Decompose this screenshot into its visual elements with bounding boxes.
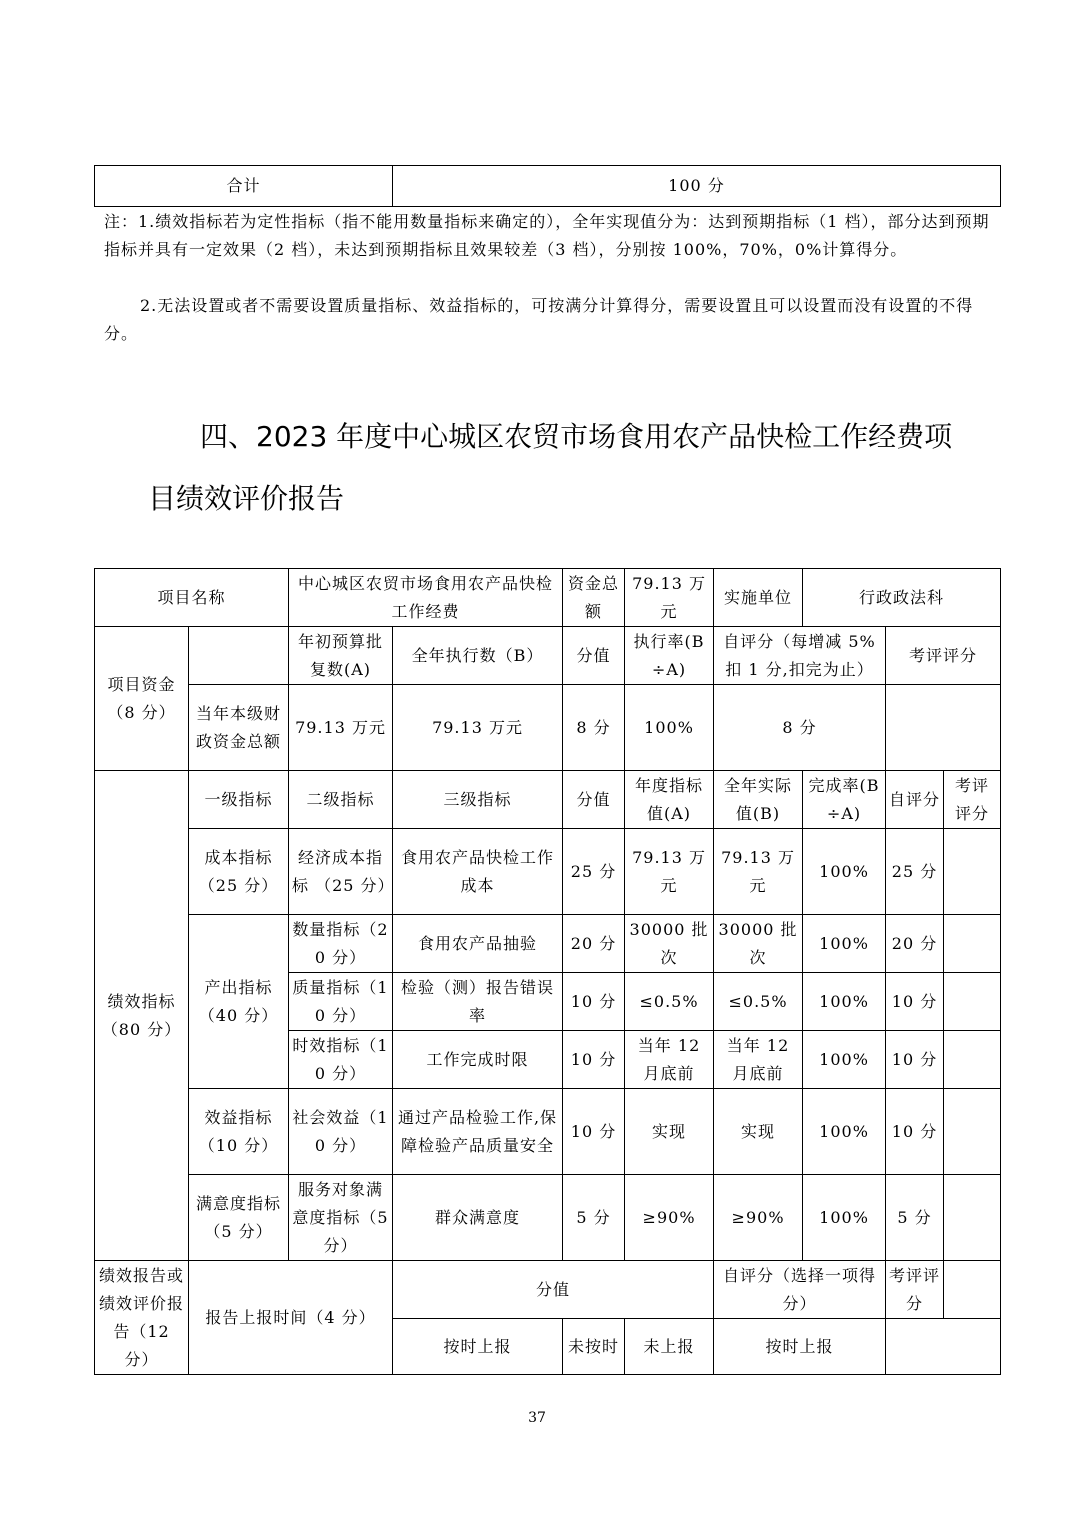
data-cell: ≤0.5%: [714, 973, 803, 1031]
data-cell: 100%: [803, 915, 886, 973]
project-name-value: 中心城区农贸市场食用农产品快检工作经费: [289, 569, 563, 627]
data-cell: 食用农产品快检工作成本: [393, 829, 563, 915]
header-cell: 考评评分: [944, 771, 1001, 829]
header-cell: 完成率(B÷A): [803, 771, 886, 829]
data-cell: ≤0.5%: [625, 973, 714, 1031]
data-cell: 79.13 万元: [289, 685, 393, 771]
data-cell: ≥90%: [625, 1175, 714, 1261]
data-cell: 质量指标（10 分）: [289, 973, 393, 1031]
table-row: [95, 771, 1001, 829]
data-cell: 79.13 万元: [714, 829, 803, 915]
data-cell: [886, 685, 1001, 771]
section-heading: 四、2023 年度中心城区农贸市场食用农产品快检工作经费项目绩效评价报告: [148, 420, 953, 515]
data-cell: 实现: [625, 1089, 714, 1175]
total-label: 合计: [95, 166, 393, 207]
data-cell: 成本指标（25 分）: [189, 829, 289, 915]
fund-total-label: 资金总额: [563, 569, 625, 627]
table-row: [95, 627, 1001, 685]
data-cell: 通过产品检验工作,保障检验产品质量安全: [393, 1089, 563, 1175]
header-cell: 自评分: [886, 771, 944, 829]
performance-table: [94, 568, 1001, 1375]
data-cell: 当年 12 月底前: [714, 1031, 803, 1089]
data-cell: 25 分: [563, 829, 625, 915]
data-cell: 满意度指标（5 分）: [189, 1175, 289, 1261]
funds-section-label: 项目资金（8 分）: [95, 627, 189, 771]
data-cell: 100%: [803, 1175, 886, 1261]
implementer-value: 行政政法科: [803, 569, 1001, 627]
header-cell: 执行率(B÷A): [625, 627, 714, 685]
header-cell: 年初预算批复数(A): [289, 627, 393, 685]
data-cell: 100%: [803, 973, 886, 1031]
data-cell: 30000 批次: [625, 915, 714, 973]
empty-cell: [944, 1089, 1001, 1175]
table-row: [95, 1175, 1001, 1261]
header-cell: 自评分（每增减 5%扣 1 分,扣完为止）: [714, 627, 886, 685]
table-row: [95, 685, 1001, 771]
project-name-label: 项目名称: [95, 569, 289, 627]
total-row: [95, 166, 1001, 207]
header-cell: 分值: [563, 771, 625, 829]
header-cell: 二级指标: [289, 771, 393, 829]
data-cell: 按时上报: [714, 1319, 886, 1375]
total-table: [94, 165, 1001, 207]
data-cell: 10 分: [886, 1031, 944, 1089]
data-cell: 数量指标（20 分）: [289, 915, 393, 973]
data-cell: 当年 12 月底前: [625, 1031, 714, 1089]
empty-cell: [944, 1261, 1001, 1319]
empty-cell: [944, 973, 1001, 1031]
data-cell: 100%: [803, 1089, 886, 1175]
data-cell: 100%: [803, 829, 886, 915]
empty-cell: [944, 829, 1001, 915]
data-cell: 时效指标（10 分）: [289, 1031, 393, 1089]
data-cell: 20 分: [563, 915, 625, 973]
header-cell: 全年执行数（B）: [393, 627, 563, 685]
data-cell: 10 分: [886, 973, 944, 1031]
data-cell: 79.13 万元: [625, 829, 714, 915]
data-cell: 30000 批次: [714, 915, 803, 973]
data-cell: 20 分: [886, 915, 944, 973]
data-cell: 5 分: [563, 1175, 625, 1261]
data-cell: 10 分: [886, 1089, 944, 1175]
table-row: [95, 915, 1001, 973]
page-number: 37: [528, 1410, 546, 1426]
header-cell: 年度指标值(A): [625, 771, 714, 829]
data-cell: 食用农产品抽验: [393, 915, 563, 973]
implementer-label: 实施单位: [714, 569, 803, 627]
header-cell: 考评评分: [886, 1261, 944, 1319]
header-cell: 全年实际值(B): [714, 771, 803, 829]
total-value: 100 分: [393, 166, 1001, 207]
empty-cell: [944, 1031, 1001, 1089]
header-cell: 自评分（选择一项得分）: [714, 1261, 886, 1319]
data-cell: 按时上报: [393, 1319, 563, 1375]
funds-row-label: 当年本级财政资金总额: [189, 685, 289, 771]
data-cell: 100%: [803, 1031, 886, 1089]
perf-section-label: 绩效指标（80 分）: [95, 771, 189, 1261]
data-cell: 检验（测）报告错误率: [393, 973, 563, 1031]
data-cell: 社会效益（10 分）: [289, 1089, 393, 1175]
header-cell: 分值: [393, 1261, 714, 1319]
data-cell: 100%: [625, 685, 714, 771]
data-cell: 服务对象满意度指标（5 分）: [289, 1175, 393, 1261]
empty-cell: [189, 627, 289, 685]
header-cell: 分值: [563, 627, 625, 685]
data-cell: 8 分: [563, 685, 625, 771]
data-cell: 实现: [714, 1089, 803, 1175]
empty-cell: [944, 915, 1001, 973]
data-cell: 5 分: [886, 1175, 944, 1261]
data-cell: 79.13 万元: [393, 685, 563, 771]
data-cell: 效益指标（10 分）: [189, 1089, 289, 1175]
data-cell: 经济成本指标 （25 分）: [289, 829, 393, 915]
report-section-label: 绩效报告或绩效评价报告（12 分）: [95, 1261, 189, 1375]
table-row: [95, 1089, 1001, 1175]
table-row: [95, 569, 1001, 627]
data-cell: 群众满意度: [393, 1175, 563, 1261]
header-cell: 一级指标: [189, 771, 289, 829]
data-cell: 10 分: [563, 973, 625, 1031]
note-2: 2.无法设置或者不需要设置质量指标、效益指标的，可按满分计算得分，需要设置且可以设置而没有设置的不得分。: [104, 296, 974, 343]
table-row: [95, 1261, 1001, 1319]
table-row: [95, 829, 1001, 915]
data-cell: 10 分: [563, 1031, 625, 1089]
header-cell: 三级指标: [393, 771, 563, 829]
data-cell: 10 分: [563, 1089, 625, 1175]
data-cell: 8 分: [714, 685, 886, 771]
data-cell: ≥90%: [714, 1175, 803, 1261]
data-cell: 未按时: [563, 1319, 625, 1375]
empty-cell: [886, 1319, 1001, 1375]
data-cell: 工作完成时限: [393, 1031, 563, 1089]
fund-total-value: 79.13 万元: [625, 569, 714, 627]
note-1: 注：1.绩效指标若为定性指标（指不能用数量指标来确定的），全年实现值分为：达到预期指标（1 档），部分达到预期指标并具有一定效果（2 档），未达到预期指标且效果较差（3 档），分别按 100%，70%，0%计算得分。: [104, 212, 990, 259]
header-cell: 考评评分: [886, 627, 1001, 685]
empty-cell: [944, 1175, 1001, 1261]
report-item: 报告上报时间（4 分）: [189, 1261, 393, 1375]
data-cell: 未上报: [625, 1319, 714, 1375]
data-cell: 25 分: [886, 829, 944, 915]
data-cell: 产出指标（40 分）: [189, 915, 289, 1089]
